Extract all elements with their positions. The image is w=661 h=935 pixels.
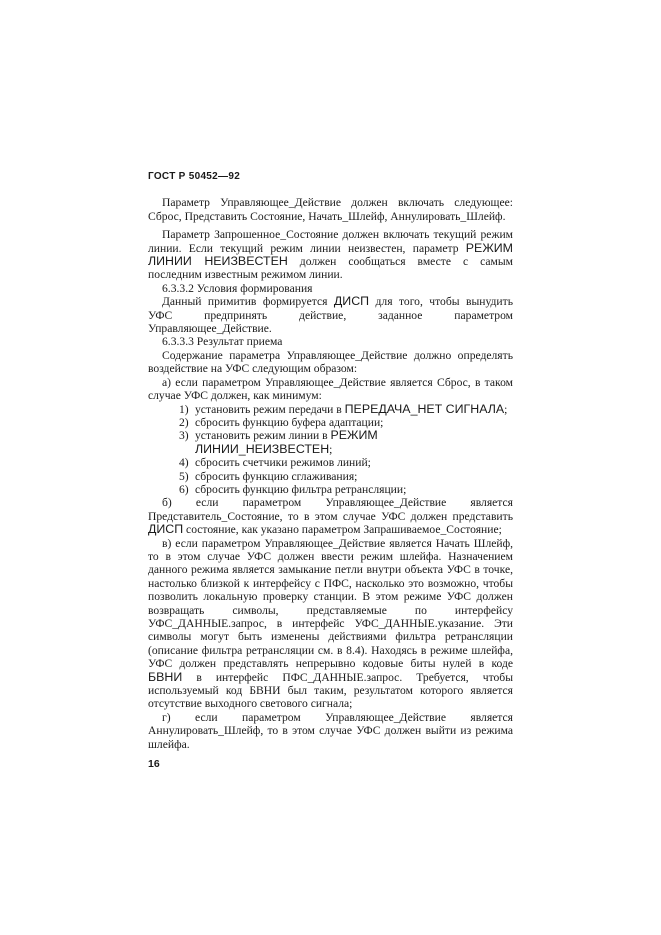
text-run-emphasis: РЕЖИМ ЛИНИИ_НЕИЗВЕСТЕН	[195, 428, 378, 456]
list-item	[148, 456, 513, 469]
text-run: б) если параметром Управляющее_Действие является Представитель_Состояние, то в этом случае УФС должен представить	[148, 496, 513, 523]
list-text	[195, 429, 513, 456]
text-run: сбросить функцию сглаживания;	[195, 469, 358, 483]
paragraph-conditions	[148, 295, 513, 335]
text-run: в) если параметром Управляющее_Действие является Начать Шлейф, то в этом случае УФС должен ввести режим шлейфа. Назначением данного режима является замыкание петли внутри объекта УФС в точке, настолько близкой к интерфейсу с ПФС, насколько это возможно, чтобы позволить локальную проверку станции. В этом режиме УФС должен возвращать символы, представляемые по интерфейсу УФС_ДАННЫЕ.запрос, в интерфейс УФС_ДАННЫЕ.указание. Эти символы могут быть изменены действиями фильтра ретрансляции (описание фильтра ретрансляции см. в 8.4). Находясь в режиме шлейфа, УФС должен представлять непрерывно кодовые биты нулей в коде	[148, 536, 513, 671]
paragraph-requested-state	[148, 228, 513, 282]
list-number: 6)	[179, 482, 189, 496]
list-item	[148, 416, 513, 429]
list-item-g: г) если параметром Управляющее_Действие является Аннулировать_Шлейф, то в этом случае УФС должен выйти из режима шлейфа.	[148, 710, 513, 751]
text-run-emphasis: ПЕРЕДАЧА_НЕТ СИГНАЛА	[344, 401, 505, 416]
list-number: 3)	[179, 429, 189, 443]
list-number: 4)	[179, 456, 189, 470]
list-number: 5)	[179, 469, 189, 483]
list-item-a: а) если параметром Управляющее_Действие является Сброс, в таком случае УФС должен, как минимум:	[148, 375, 513, 403]
list-item	[148, 470, 513, 483]
list-text	[195, 456, 513, 469]
list-text	[195, 403, 513, 416]
list-item-v	[148, 537, 513, 711]
list-text	[195, 483, 513, 496]
page-number: 16	[148, 758, 160, 771]
section-heading: 6.3.3.3 Результат приема	[162, 335, 283, 349]
text-run: Данный примитив формируется	[162, 295, 334, 309]
list-item	[148, 483, 513, 496]
text-run-emphasis: ДИСП	[148, 522, 184, 537]
numbered-list	[148, 403, 513, 497]
list-text	[195, 416, 513, 429]
document-page	[148, 170, 513, 771]
document-header: ГОСТ Р 50452—92	[148, 171, 241, 182]
text-run: Параметр Запрошенное_Состояние должен включать текущий режим линии. Если текущий режим линии неизвестен, параметр	[148, 228, 513, 255]
list-number: 1)	[179, 402, 189, 416]
text-run: состояние, как указано параметром Запрашиваемое_Состояние;	[183, 523, 502, 537]
section-heading: 6.3.3.2 Условия формирования	[162, 281, 313, 295]
text-run-emphasis: БВНИ	[148, 669, 183, 684]
text-run-emphasis: ДИСП	[333, 294, 370, 309]
text-run: в интерфейс ПФС_ДАННЫЕ.запрос. Требуется, чтобы используемый код БВНИ был таким, результатом которого является отсутствие выходного светового сигнала;	[148, 670, 513, 711]
text-run: установить режим линии в	[195, 429, 331, 443]
list-item-b	[148, 496, 513, 536]
text-run: установить режим передачи в	[195, 402, 345, 416]
text-run: сбросить счетчики режимов линий;	[195, 456, 371, 470]
paragraph-result: Содержание параметра Управляющее_Действие должно определять воздействие на УФС следующим образом:	[148, 348, 513, 376]
list-text	[195, 470, 513, 483]
list-item	[148, 429, 513, 456]
paragraph-control-action: Параметр Управляющее_Действие должен включать следующее: Сброс, Представить Состояние, Начать_Шлейф, Аннулировать_Шлейф.	[148, 196, 513, 223]
text-run: ;	[504, 402, 508, 416]
list-number: 2)	[179, 415, 189, 429]
list-item	[148, 403, 513, 416]
text-run: ;	[329, 442, 333, 456]
text-run: должен сообщаться вместе с самым последним известным режимом линии.	[148, 255, 513, 282]
text-run-emphasis: РЕЖИМ ЛИНИИ НЕИЗВЕСТЕН	[148, 240, 513, 269]
text-run: сбросить функцию фильтра ретрансляции;	[195, 482, 407, 496]
text-run: сбросить функцию буфера адаптации;	[195, 415, 384, 429]
text-run: для того, чтобы вынудить УФС предпринять действие, заданное параметром Управляющее_Действие.	[148, 295, 513, 336]
